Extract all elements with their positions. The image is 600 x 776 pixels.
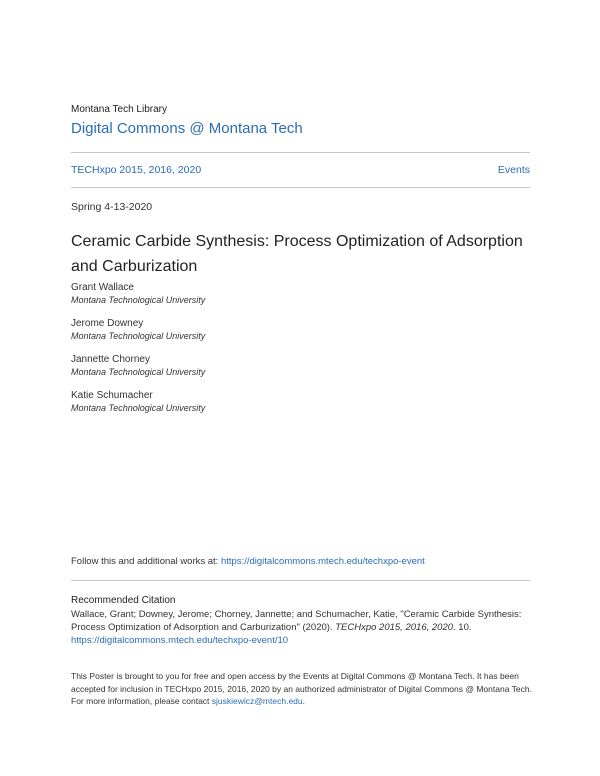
events-link[interactable]: Events xyxy=(497,164,530,176)
access-notice-end: . xyxy=(302,696,305,706)
publication-date: Spring 4-13-2020 xyxy=(71,201,153,213)
author-name: Katie Schumacher xyxy=(71,390,153,401)
author-name: Jannette Chorney xyxy=(71,354,150,365)
series-link[interactable]: TECHxpo 2015, 2016, 2020 xyxy=(71,164,202,176)
repository-link[interactable]: Digital Commons @ Montana Tech xyxy=(71,120,303,137)
header-divider xyxy=(71,152,530,153)
citation-text-start: Wallace, Grant; Downey, Jerome; Chorney, Jannette; and Schumacher, Katie, "Ceramic Carbide Synthesis: Process Optimization of Adsorption and Carburization" (2020). xyxy=(71,609,522,633)
citation-series: TECHxpo 2015, 2016, 2020 xyxy=(335,622,454,633)
citation-text xyxy=(71,608,536,647)
follow-text: Follow this and additional works at: xyxy=(71,556,221,567)
library-name: Montana Tech Library xyxy=(71,104,167,115)
citation-url-link[interactable]: https://digitalcommons.mtech.edu/techxpo-event/10 xyxy=(71,635,289,646)
author-affiliation: Montana Technological University xyxy=(71,403,206,413)
follow-line xyxy=(71,556,425,567)
author-affiliation: Montana Technological University xyxy=(71,295,206,305)
author-name: Jerome Downey xyxy=(71,318,144,329)
author-entry xyxy=(71,318,205,342)
author-affiliation: Montana Technological University xyxy=(71,331,206,341)
paper-title: Ceramic Carbide Synthesis: Process Optimization of Adsorption and Carburization xyxy=(71,233,523,275)
author-entry xyxy=(71,282,205,306)
access-notice xyxy=(71,670,536,708)
citation-heading: Recommended Citation xyxy=(71,595,176,606)
contact-email-link[interactable]: sjuskiewicz@mtech.edu xyxy=(211,696,303,706)
nav-divider xyxy=(71,187,530,188)
author-name: Grant Wallace xyxy=(71,282,134,293)
author-list xyxy=(71,282,205,426)
citation-divider xyxy=(71,580,530,581)
author-affiliation: Montana Technological University xyxy=(71,367,206,377)
author-entry xyxy=(71,354,205,378)
follow-url-link[interactable]: https://digitalcommons.mtech.edu/techxpo-event xyxy=(220,556,425,567)
author-entry xyxy=(71,390,205,414)
access-notice-text: This Poster is brought to you for free and open access by the Events at Digital Commons @ Montana Tech. It has been accepted for inclusion in TECHxpo 2015, 2016, 2020 by an authorized administrator of Digital Commons @ Montana Tech. For more information, please contact xyxy=(71,671,532,706)
citation-text-end: . 10. xyxy=(453,622,472,633)
